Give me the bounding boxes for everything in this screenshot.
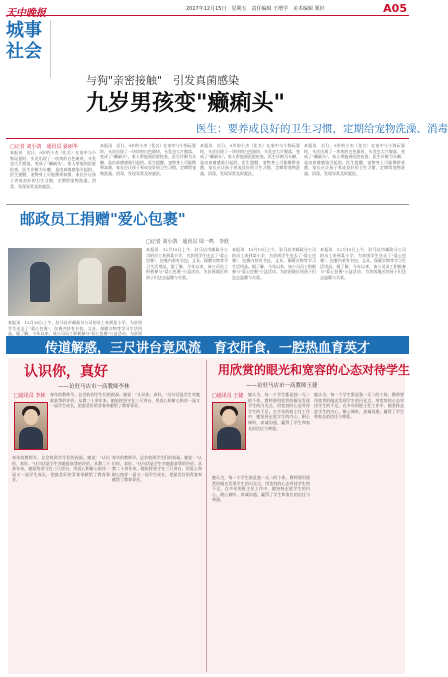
- newspaper-logo: 天中晚报: [6, 8, 46, 19]
- donation-photo: [8, 248, 142, 316]
- lead-rule: [6, 138, 409, 139]
- lead-body-col-4: 本报讯 近日，9岁的小杰（化名）在家中与小狗玩耍时，头皮出现了一块块的白色斑块，头发也大片脱落，变成了"癞痢头"。家人带他到医院检查，医生诊断为头癣，是由真菌感染引起的。医生提醒，宠物身上可能携带真菌，家长应让孩子养成良好的卫生习惯，定期给宠物洗澡、消毒，发现异常及时就医。: [304, 143, 405, 176]
- story-divider: [6, 204, 409, 205]
- feature-divider: [206, 360, 207, 672]
- left-feature-byline: □通讯员 李林: [14, 393, 46, 399]
- second-body-col-0: 本报讯 12月15日上午，驻马店市邮政分公司的员工来到某小学，为贫困学生送去了"爱心包裹"，包裹内装有书包、文具、保暖衣物等学习生活用品。据了解，今年以来，该公司员工积极参与"爱心包裹"公益活动，为贫困: [8, 320, 142, 337]
- header-rule: [6, 15, 409, 16]
- date-line: 2017年12月15日 星期五 责任编辑 王增学 美术编辑 栗杉: [186, 6, 325, 12]
- lead-subhead: 医生：要养成良好的卫生习惯，定期给宠物洗澡、消毒: [196, 123, 448, 135]
- feature-banner-text: 传道解惑，三尺讲台竟风流 育衣肝食，一腔热血育英才: [44, 341, 370, 356]
- left-feature-portrait: [14, 402, 48, 450]
- lead-body-col-3: 本报讯 近日，9岁的小杰（化名）在家中与小狗玩耍时，头皮出现了一块块的白色斑块，头发也大片脱落，变成了"癞痢头"。家人带他到医院检查，医生诊断为头癣，是由真菌感染引起的。医生提醒，宠物身上可能携带真菌，家长应让孩子养成良好的卫生习惯，定期给宠物洗澡、消毒，发现异常及时就医。: [200, 143, 300, 176]
- left-feature-body-top: 每年的教师节，总会收到学生们的祝福。她说："认识你，真好。"这句话是学生对她最真挚的评价。从教二十余年来，她始终坚守在三尺讲台，用爱心和耐心陪伴一届又一届学生成长，把最美好的青春奉献给了教育事业。: [50, 392, 200, 409]
- left-feature-body-col-2: 每年的教师节，总会收到学生们的祝福。她说："认识你，真好。"这句话是学生对她最真挚的评价。从教二十余年来，她始终坚守在三尺讲台，用爱心和耐心陪伴一届又一届学生成长，把最美好的青春奉献给了教育事业。: [112, 455, 202, 483]
- lead-headline: 九岁男孩变"癞痢头": [86, 91, 285, 116]
- lead-byline: □记者 刘小鸽 通讯员 晏丽华: [10, 144, 78, 150]
- section-label-line-1: 城事: [6, 20, 42, 41]
- left-feature-subtitle: ——访驻马店市一高教师李林: [58, 384, 130, 390]
- second-body-col-1: 本报讯 12月15日上午，驻马店市邮政分公司的员工来到某小学，为贫困学生送去了"爱心包裹"，包裹内装有书包、文具、保暖衣物等学习生活用品。据了解，今年以来，该公司员工积极参与"爱心包裹"公益活动，为贫困地区的孩子们送去温暖与关爱。: [146, 247, 228, 280]
- lead-body-col-2: 本报讯 近日，9岁的小杰（化名）在家中与小狗玩耍时，头皮出现了一块块的白色斑块，头发也大片脱落，变成了"癞痢头"。家人带他到医院检查，医生诊断为头癣，是由真菌感染引起的。医生提醒，宠物身上可能携带真菌，家长应让孩子养成良好的卫生习惯，定期给宠物洗澡、消毒，发现异常及时就医。: [100, 143, 196, 176]
- left-feature-title: 认识你，真好: [24, 364, 108, 380]
- page-number: A05: [383, 2, 407, 15]
- right-feature-body-top: 她认为，每一个学生都是独一无二的个体，教师要用欣赏的眼光发现学生的闪光点，用宽容的心态对待学生的不足。在多年的班主任工作中，她坚持走进学生的内心，耐心倾听，真诚沟通，赢得了学生和家长的信任与尊重。: [248, 392, 310, 431]
- second-byline: □记者 刘小鸽 通讯员 周一鸣 李欣: [146, 239, 229, 245]
- section-label-line-2: 社会: [6, 41, 42, 62]
- lead-body-col-1: 本报讯 近日，9岁的小杰（化名）在家中与小狗玩耍时，头皮出现了一块块的白色斑块，头发也大片脱落，变成了"癞痢头"。家人带他到医院检查，医生诊断为头癣，是由真菌感染引起的。医生提醒，宠物身上可能携带真菌，家长应让孩子养成良好的卫生习惯，定期给宠物洗澡、消毒，发现异常及时就医。: [10, 150, 96, 189]
- right-feature-portrait: [212, 402, 246, 450]
- right-feature-body-col-1: 她认为，每一个学生都是独一无二的个体，教师要用欣赏的眼光发现学生的闪光点，用宽容的心态对待学生的不足。在多年的班主任工作中，她坚持走进学生的内心，耐心倾听，真诚沟通，赢得了学生和家长的信任与尊重。: [212, 475, 310, 503]
- right-feature-body-col-2: 她认为，每一个学生都是独一无二的个体，教师要用欣赏的眼光发现学生的闪光点，用宽容的心态对待学生的不足。在多年的班主任工作中，她坚持走进学生的内心，耐心倾听，真诚沟通，赢得了学生和家长的信任与尊重。: [314, 392, 404, 420]
- right-feature-title: 用欣赏的眼光和宽容的心态对待学生: [218, 363, 411, 377]
- feature-banner: [6, 336, 409, 354]
- lead-kicker: 与狗"亲密接触" 引发真菌感染: [86, 74, 240, 87]
- section-label: [6, 20, 51, 78]
- second-body-col-2: 本报讯 12月15日上午，驻马店市邮政分公司的员工来到某小学，为贫困学生送去了"爱心包裹"，包裹内装有书包、文具、保暖衣物等学习生活用品。据了解，今年以来，该公司员工积极参与"爱心包裹"公益活动，为贫困地区的孩子们送去温暖与关爱。: [232, 247, 316, 280]
- left-feature-body-col-1: 每年的教师节，总会收到学生们的祝福。她说："认识你，真好。"这句话是学生对她最真挚的评价。从教二十余年来，她始终坚守在三尺讲台，用爱心和耐心陪伴一届又一届学生成长，把最美好的青春奉献给了教育事业。: [12, 455, 110, 483]
- right-feature-subtitle: ——访驻马店市一高教师王捷: [246, 383, 318, 389]
- second-headline: 邮政员工捐赠"爱心包裹": [20, 210, 186, 228]
- right-feature-byline: □通讯员 王捷: [212, 393, 244, 399]
- second-body-col-3: 本报讯 12月15日上午，驻马店市邮政分公司的员工来到某小学，为贫困学生送去了"爱心包裹"，包裹内装有书包、文具、保暖衣物等学习生活用品。据了解，今年以来，该公司员工积极参与"爱心包裹"公益活动，为贫困地区的孩子们送去温暖与关爱。: [320, 247, 406, 280]
